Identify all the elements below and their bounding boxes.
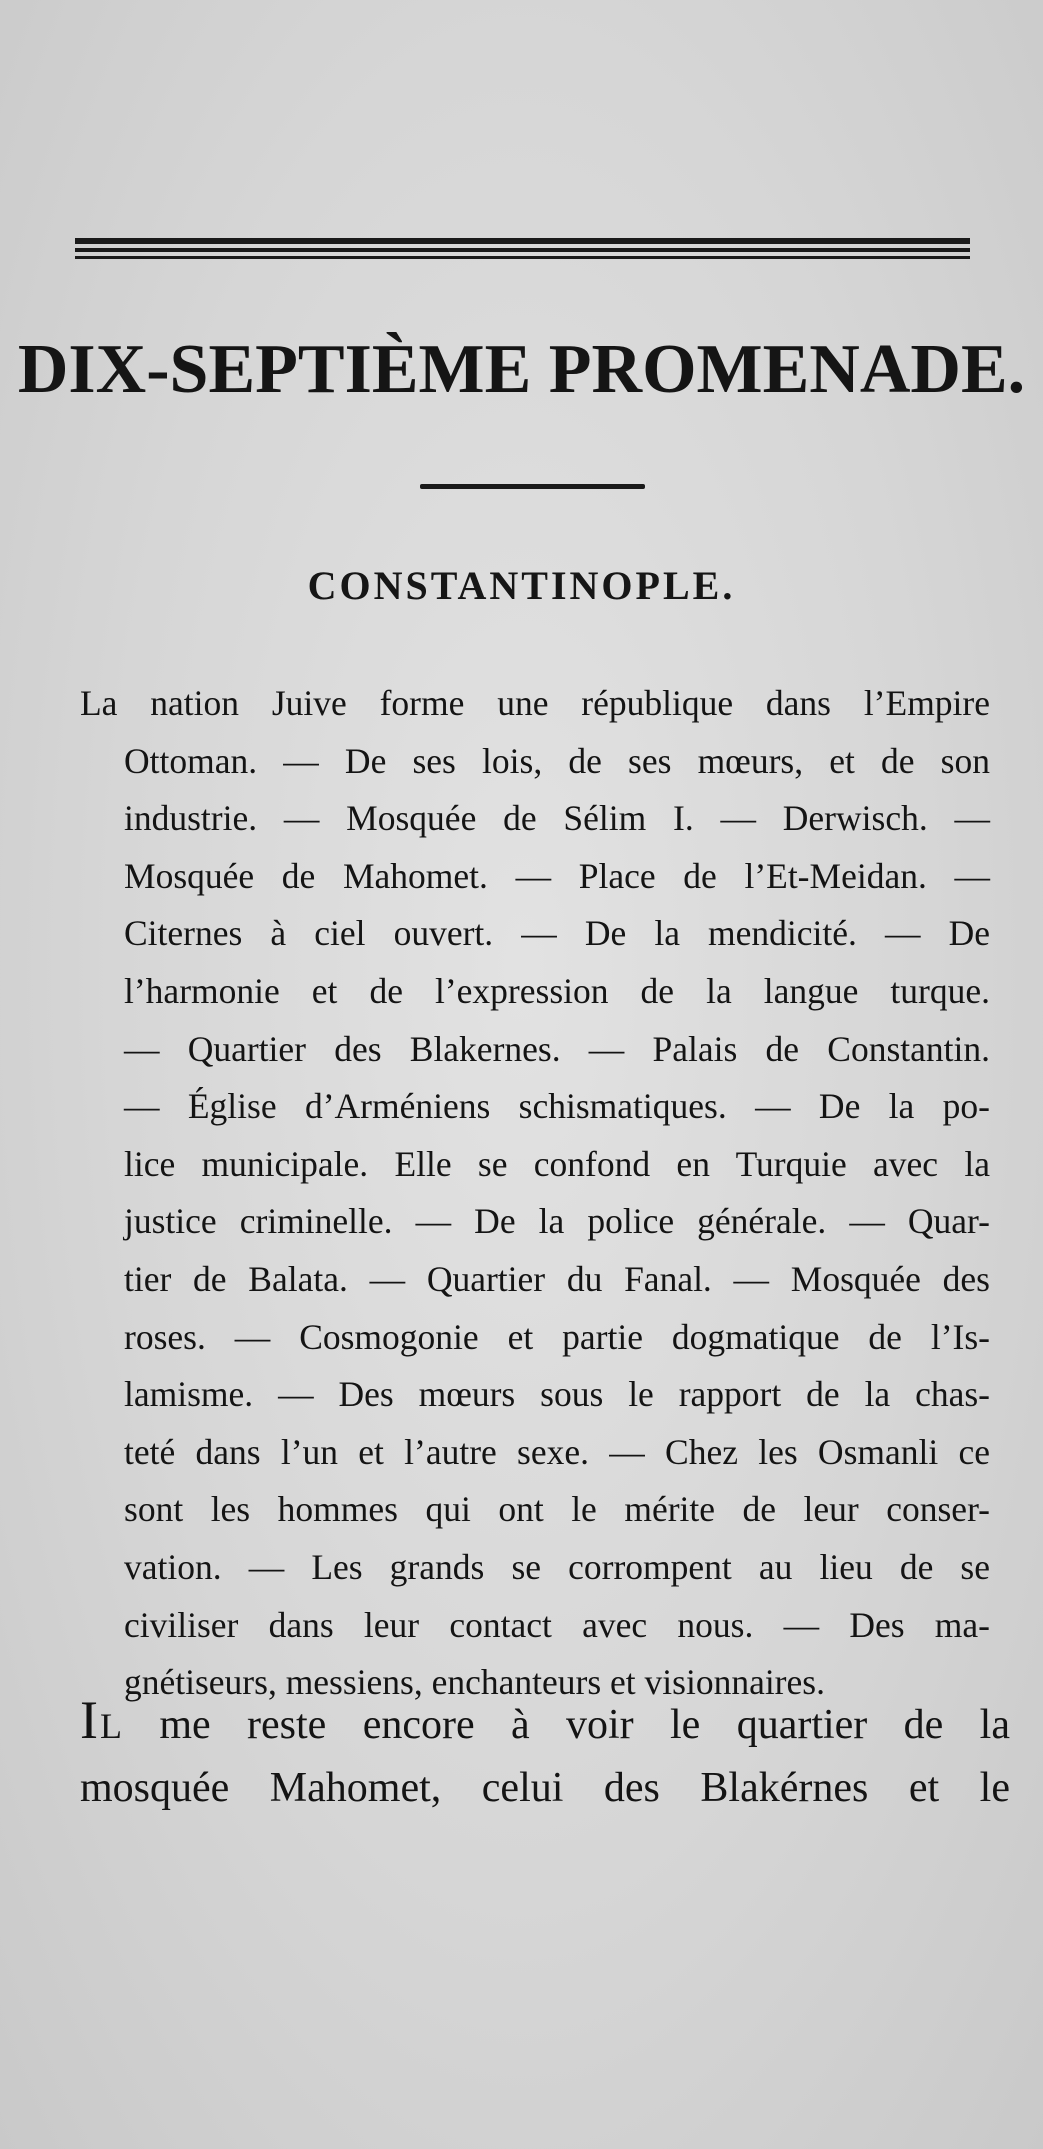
summary-line: — Église d’Arméniens schismatiques. — De la po- xyxy=(124,1086,990,1127)
title-divider xyxy=(420,484,645,489)
body-line xyxy=(80,1686,1010,1754)
summary-line: La nation Juive forme une république dans l’Empire xyxy=(80,683,990,723)
summary-line: roses. — Cosmogonie et partie dogmatique de l’Is- xyxy=(124,1316,990,1357)
summary-line: justice criminelle. — De la police générale. — Quar- xyxy=(124,1201,990,1242)
summary-line: lamisme. — Des mœurs sous le rapport de la chas- xyxy=(124,1374,990,1415)
drop-cap: I xyxy=(80,1690,100,1750)
summary-line: — Quartier des Blakernes. — Palais de Constantin. xyxy=(124,1028,990,1069)
section-heading: CONSTANTINOPLE. xyxy=(307,563,736,608)
summary-line: l’harmonie et de l’expression de la langue turque. xyxy=(124,970,990,1011)
summary-line: tier de Balata. — Quartier du Fanal. — Mosquée des xyxy=(124,1258,990,1299)
body-paragraph xyxy=(80,1686,1010,1822)
header-rule xyxy=(75,256,970,259)
summary-line: Mosquée de Mahomet. — Place de l’Et-Meidan. — xyxy=(124,855,990,896)
summary-line: vation. — Les grands se corrompent au lieu de se xyxy=(124,1546,990,1587)
chapter-title: DIX-SEPTIÈME PROMENADE. xyxy=(17,331,1026,408)
body-line-text: me reste encore à voir le quartier de la xyxy=(122,1702,1010,1748)
small-cap: L xyxy=(99,1706,123,1746)
header-rule xyxy=(75,248,970,252)
summary-line: Citernes à ciel ouvert. — De la mendicité. — De xyxy=(124,913,990,954)
summary-line: industrie. — Mosquée de Sélim I. — Derwisch. — xyxy=(124,798,990,839)
summary-line: lice municipale. Elle se confond en Turquie avec la xyxy=(124,1143,990,1184)
chapter-summary xyxy=(80,675,990,1712)
body-line: mosquée Mahomet, celui des Blakérnes et le xyxy=(80,1765,1010,1811)
summary-line: Ottoman. — De ses lois, de ses mœurs, et de son xyxy=(124,740,990,781)
summary-line: sont les hommes qui ont le mérite de leur conser- xyxy=(124,1489,990,1530)
header-rule xyxy=(75,238,970,244)
summary-line: civiliser dans leur contact avec nous. — Des ma- xyxy=(124,1604,990,1645)
summary-line: gnétiseurs, messiens, enchanteurs et visionnaires. xyxy=(124,1662,825,1703)
summary-line: teté dans l’un et l’autre sexe. — Chez les Osmanli ce xyxy=(124,1431,990,1472)
